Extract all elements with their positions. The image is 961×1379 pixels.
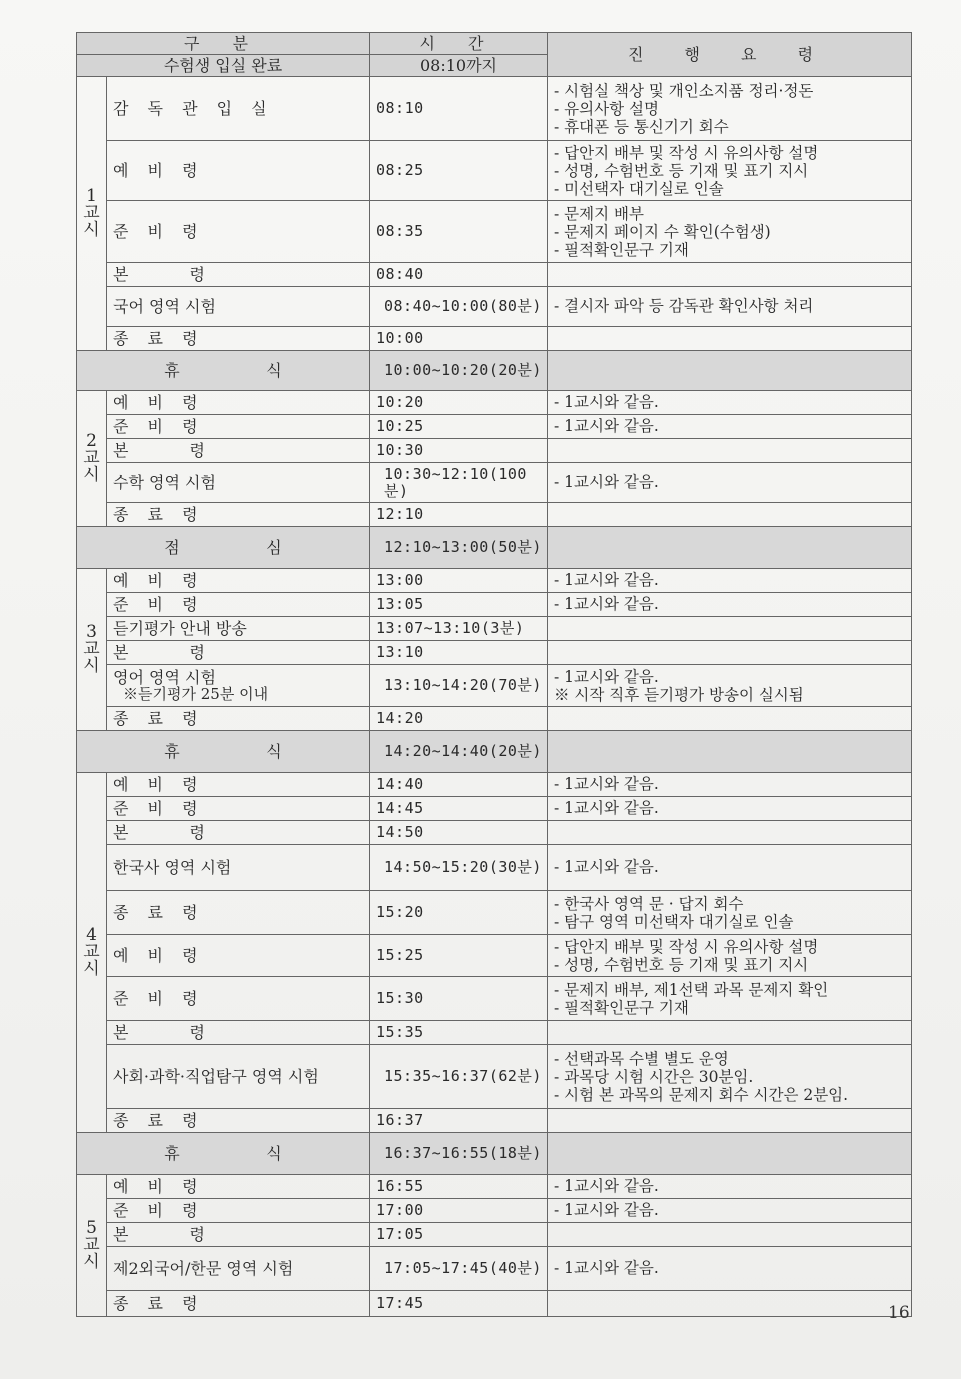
- step-notes: [548, 641, 912, 665]
- page-number: 16: [888, 1303, 910, 1323]
- table-row: [77, 327, 912, 351]
- rest-row: [77, 731, 912, 773]
- exam-schedule-table: [76, 32, 912, 1317]
- step-name: 예 비 령: [107, 1175, 370, 1199]
- step-notes: - 1교시와 같음.: [548, 773, 912, 797]
- step-name: 종 료 령: [107, 1109, 370, 1133]
- step-notes: [548, 821, 912, 845]
- step-name: 예 비 령: [107, 569, 370, 593]
- step-name: 국어 영역 시험: [107, 287, 370, 327]
- rest-label: 휴 식: [77, 1133, 370, 1175]
- table-row: [77, 287, 912, 327]
- step-name: 영어 영역 시험 ※듣기평가 25분 이내: [107, 665, 370, 707]
- table-row: [77, 1175, 912, 1199]
- table-row: [77, 1223, 912, 1247]
- rest-time: 16:37~16:55(18분): [370, 1133, 548, 1175]
- step-name: 수학 영역 시험: [107, 463, 370, 503]
- step-name: 준 비 령: [107, 415, 370, 439]
- table-row: [77, 821, 912, 845]
- step-name: 본 령: [107, 641, 370, 665]
- step-name: 준 비 령: [107, 593, 370, 617]
- lunch-notes: [548, 527, 912, 569]
- step-name: 종 료 령: [107, 1291, 370, 1317]
- rest-label: 휴 식: [77, 351, 370, 391]
- step-notes: [548, 1109, 912, 1133]
- step-time: 08:40~10:00(80분): [370, 287, 548, 327]
- step-name: 본 령: [107, 1021, 370, 1045]
- step-notes: [548, 263, 912, 287]
- step-time: 10:30~12:10(100분): [370, 463, 548, 503]
- step-notes: - 1교시와 같음.: [548, 593, 912, 617]
- step-time: 10:00: [370, 327, 548, 351]
- table-row: [77, 1291, 912, 1317]
- header-time: 시 간: [370, 33, 548, 55]
- table-row: [77, 977, 912, 1021]
- table-row: [77, 141, 912, 201]
- table-row: [77, 415, 912, 439]
- rest-label: 휴 식: [77, 731, 370, 773]
- rest-time: 10:00~10:20(20분): [370, 351, 548, 391]
- step-time: 13:07~13:10(3분): [370, 617, 548, 641]
- rest-notes: [548, 731, 912, 773]
- period-2-label: 2 교 시: [77, 391, 107, 527]
- header-row: [77, 33, 912, 55]
- step-time: 14:20: [370, 707, 548, 731]
- step-time: 15:20: [370, 891, 548, 935]
- lunch-label: 점 심: [77, 527, 370, 569]
- step-time: 17:05: [370, 1223, 548, 1247]
- rest-notes: [548, 351, 912, 391]
- period-3-label: 3 교 시: [77, 569, 107, 731]
- step-time: 14:50: [370, 821, 548, 845]
- step-name: 준 비 령: [107, 1199, 370, 1223]
- step-name: 감 독 관 입 실: [107, 77, 370, 141]
- step-time: 08:10: [370, 77, 548, 141]
- table-row: [77, 1021, 912, 1045]
- table-row: [77, 1247, 912, 1291]
- table-row: [77, 617, 912, 641]
- period-5-label: 5 교 시: [77, 1175, 107, 1317]
- step-time: 13:00: [370, 569, 548, 593]
- step-name: 준 비 령: [107, 201, 370, 263]
- step-name: 사회·과학·직업탐구 영역 시험: [107, 1045, 370, 1109]
- table-row: [77, 201, 912, 263]
- step-notes: - 1교시와 같음.: [548, 391, 912, 415]
- step-name: 본 령: [107, 263, 370, 287]
- step-notes: [548, 707, 912, 731]
- step-notes: - 1교시와 같음. ※ 시작 직후 듣기평가 방송이 실시됨: [548, 665, 912, 707]
- step-name: 종 료 령: [107, 327, 370, 351]
- step-time: 14:45: [370, 797, 548, 821]
- step-name: 본 령: [107, 821, 370, 845]
- step-time: 12:10: [370, 503, 548, 527]
- step-name: 예 비 령: [107, 935, 370, 977]
- table-row: [77, 891, 912, 935]
- step-time: 13:10~14:20(70분): [370, 665, 548, 707]
- table-row: [77, 797, 912, 821]
- step-notes: - 문제지 배부 - 문제지 페이지 수 확인(수험생) - 필적확인문구 기재: [548, 201, 912, 263]
- rest-time: 14:20~14:40(20분): [370, 731, 548, 773]
- step-time: 15:30: [370, 977, 548, 1021]
- step-time: 15:35~16:37(62분): [370, 1045, 548, 1109]
- step-name: 준 비 령: [107, 977, 370, 1021]
- step-notes: [548, 1223, 912, 1247]
- step-time: 15:25: [370, 935, 548, 977]
- step-time: 17:05~17:45(40분): [370, 1247, 548, 1291]
- table-row: [77, 263, 912, 287]
- step-notes: - 시험실 책상 및 개인소지품 정리·정돈 - 유의사항 설명 - 휴대폰 등 통신기기 회수: [548, 77, 912, 141]
- table-row: [77, 845, 912, 891]
- header-notes: 진 행 요 령: [548, 33, 912, 77]
- header-division: 구 분: [77, 33, 370, 55]
- step-notes: - 1교시와 같음.: [548, 569, 912, 593]
- table-row: [77, 935, 912, 977]
- step-subnote: ※듣기평가 25분 이내: [123, 684, 269, 703]
- table-row: [77, 503, 912, 527]
- table-row: [77, 77, 912, 141]
- step-notes: - 1교시와 같음.: [548, 845, 912, 891]
- step-name: 한국사 영역 시험: [107, 845, 370, 891]
- step-time: 17:45: [370, 1291, 548, 1317]
- table-row: [77, 1109, 912, 1133]
- step-time: 14:40: [370, 773, 548, 797]
- step-notes: [548, 1291, 912, 1317]
- step-name: 예 비 령: [107, 391, 370, 415]
- step-notes: - 1교시와 같음.: [548, 463, 912, 503]
- step-time: 14:50~15:20(30분): [370, 845, 548, 891]
- table-row: [77, 773, 912, 797]
- rest-notes: [548, 1133, 912, 1175]
- table-row: [77, 569, 912, 593]
- table-row: [77, 463, 912, 503]
- rest-row: [77, 351, 912, 391]
- step-notes: - 답안지 배부 및 작성 시 유의사항 설명 - 성명, 수험번호 등 기재 및 표기 지시: [548, 935, 912, 977]
- step-name: 준 비 령: [107, 797, 370, 821]
- step-time: 16:55: [370, 1175, 548, 1199]
- arrival-time: 08:10까지: [370, 55, 548, 77]
- step-time: 13:05: [370, 593, 548, 617]
- step-notes: [548, 439, 912, 463]
- step-notes: [548, 503, 912, 527]
- step-name: 예 비 령: [107, 773, 370, 797]
- period-4-label: 4 교 시: [77, 773, 107, 1133]
- step-notes: - 1교시와 같음.: [548, 415, 912, 439]
- rest-row: [77, 1133, 912, 1175]
- table-row: [77, 641, 912, 665]
- step-name: 본 령: [107, 439, 370, 463]
- table-row: [77, 593, 912, 617]
- step-notes: - 1교시와 같음.: [548, 1199, 912, 1223]
- step-notes: - 1교시와 같음.: [548, 797, 912, 821]
- step-notes: [548, 327, 912, 351]
- step-time: 08:25: [370, 141, 548, 201]
- step-notes: - 선택과목 수별 별도 운영 - 과목당 시험 시간은 30분임. - 시험 본 과목의 문제지 회수 시간은 2분임.: [548, 1045, 912, 1109]
- step-notes: - 결시자 파악 등 감독관 확인사항 처리: [548, 287, 912, 327]
- step-name: 종 료 령: [107, 503, 370, 527]
- step-notes: [548, 617, 912, 641]
- table-row: [77, 1045, 912, 1109]
- step-time: 10:20: [370, 391, 548, 415]
- step-name: 종 료 령: [107, 891, 370, 935]
- step-time: 16:37: [370, 1109, 548, 1133]
- step-notes: - 1교시와 같음.: [548, 1247, 912, 1291]
- table-row: [77, 665, 912, 707]
- step-time: 08:35: [370, 201, 548, 263]
- lunch-time: 12:10~13:00(50분): [370, 527, 548, 569]
- table-row: [77, 439, 912, 463]
- step-notes: - 한국사 영역 문 · 답지 회수 - 탐구 영역 미선택자 대기실로 인솔: [548, 891, 912, 935]
- step-name: 제2외국어/한문 영역 시험: [107, 1247, 370, 1291]
- step-time: 17:00: [370, 1199, 548, 1223]
- period-1-label: 1 교 시: [77, 77, 107, 351]
- table-row: [77, 707, 912, 731]
- arrival-label: 수험생 입실 완료: [77, 55, 370, 77]
- step-notes: - 문제지 배부, 제1선택 과목 문제지 확인 - 필적확인문구 기재: [548, 977, 912, 1021]
- step-name: 본 령: [107, 1223, 370, 1247]
- step-time: 10:25: [370, 415, 548, 439]
- table-row: [77, 391, 912, 415]
- lunch-row: [77, 527, 912, 569]
- step-name: 종 료 령: [107, 707, 370, 731]
- step-time: 13:10: [370, 641, 548, 665]
- step-time: 08:40: [370, 263, 548, 287]
- step-notes: [548, 1021, 912, 1045]
- step-name: 듣기평가 안내 방송: [107, 617, 370, 641]
- step-notes: - 답안지 배부 및 작성 시 유의사항 설명 - 성명, 수험번호 등 기재 및 표기 지시 - 미선택자 대기실로 인솔: [548, 141, 912, 201]
- step-time: 10:30: [370, 439, 548, 463]
- step-name: 예 비 령: [107, 141, 370, 201]
- table-row: [77, 1199, 912, 1223]
- step-time: 15:35: [370, 1021, 548, 1045]
- step-notes: - 1교시와 같음.: [548, 1175, 912, 1199]
